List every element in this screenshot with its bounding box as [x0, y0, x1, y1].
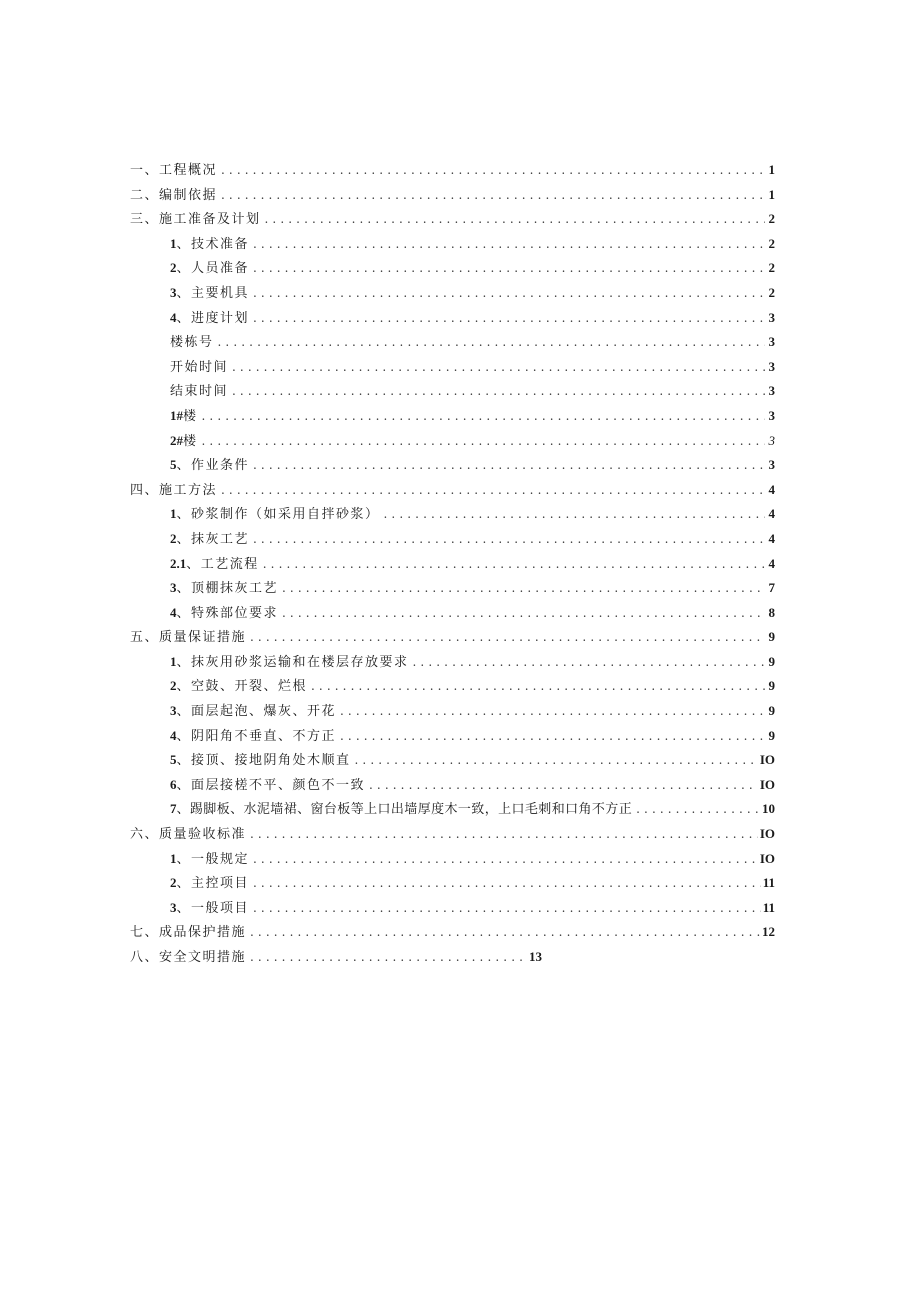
toc-label: 二、编制依据: [130, 187, 218, 203]
toc-page: 8: [768, 604, 775, 620]
toc-number: 1: [170, 850, 177, 866]
toc-label: 、阴阳角不垂直、不方正: [176, 728, 337, 744]
toc-entry-5-3[interactable]: [130, 699, 775, 724]
toc-number: 1#: [170, 407, 183, 423]
toc-entry-building-2[interactable]: [130, 429, 775, 454]
toc-number: 2: [170, 875, 177, 891]
toc-label: 、砂浆制作（如采用自拌砂浆）: [176, 507, 380, 523]
toc-leader: [282, 601, 765, 626]
toc-number: 2: [170, 260, 177, 276]
toc-label: 、工艺流程: [186, 556, 259, 572]
toc-leader: [221, 183, 765, 208]
toc-entry-3-4[interactable]: [130, 306, 775, 331]
toc-label: 、踢脚板、水泥墙裙、窗台板等上口出墙厚度木一致，上口毛刺和口角不方正: [176, 802, 633, 818]
toc-entry-section-3[interactable]: [130, 207, 775, 232]
toc-leader: [340, 699, 765, 724]
toc-leader: [253, 871, 761, 896]
toc-page: 1: [768, 162, 775, 177]
toc-leader: [253, 281, 765, 306]
toc-entry-5-1[interactable]: [130, 650, 775, 675]
toc-number: 1: [170, 653, 177, 669]
toc-entry-4-3[interactable]: [130, 576, 775, 601]
toc-number: 4: [170, 727, 177, 743]
toc-page: 4: [768, 506, 775, 522]
toc-label: 结束时间: [170, 384, 229, 400]
toc-label: 、抹灰工艺: [176, 531, 250, 547]
toc-entry-section-2[interactable]: [130, 183, 775, 208]
toc-label: 四、施工方法: [130, 482, 218, 498]
toc-page: 13: [529, 949, 542, 964]
toc-leader: [253, 527, 765, 552]
toc-label: 、特殊部位要求: [176, 605, 279, 621]
toc-page: IO: [759, 752, 775, 768]
toc-label: 一、工程概况: [130, 163, 218, 178]
toc-entry-3-3[interactable]: [130, 281, 775, 306]
toc-label: 、空鼓、开裂、烂根: [176, 679, 308, 695]
toc-entry-5-4[interactable]: [130, 724, 775, 749]
toc-page: 9: [768, 678, 775, 694]
toc-page: 4: [768, 481, 775, 497]
toc-entry-5-5[interactable]: [130, 748, 775, 773]
toc-leader: [413, 650, 765, 675]
toc-leader: [253, 256, 765, 281]
toc-leader: [250, 625, 765, 650]
toc-page: 12: [762, 924, 775, 940]
toc-label: 、顶棚抹灰工艺: [176, 581, 279, 597]
toc-leader: [221, 478, 765, 503]
toc-entry-4-4[interactable]: [130, 601, 775, 626]
toc-entry-3-1[interactable]: [130, 232, 775, 257]
toc-entry-4-2[interactable]: [130, 527, 775, 552]
toc-leader: [253, 896, 761, 921]
toc-leader: [282, 576, 765, 601]
toc-label: 六、质量验收标准: [130, 827, 247, 843]
toc-entry-4-1[interactable]: [130, 502, 775, 527]
toc-page: 9: [768, 727, 775, 743]
toc-label: 三、施工准备及计划: [130, 212, 261, 228]
toc-leader: [232, 355, 765, 380]
toc-entry-section-8[interactable]: [130, 945, 775, 970]
toc-page: 4: [768, 555, 775, 571]
table-of-contents: [130, 158, 775, 970]
toc-leader: [384, 502, 765, 527]
toc-leader: [636, 797, 760, 822]
toc-page: 11: [762, 899, 775, 915]
toc-label: 开始时间: [170, 359, 229, 375]
toc-leader: [221, 158, 765, 183]
toc-leader: [250, 822, 758, 847]
toc-number: 2: [170, 678, 177, 694]
toc-label: 楼: [183, 408, 198, 424]
toc-leader: [250, 945, 527, 970]
toc-page: 3: [768, 432, 775, 448]
toc-entry-3-2[interactable]: [130, 256, 775, 281]
toc-page: 3: [768, 407, 775, 423]
toc-leader: [340, 724, 765, 749]
toc-label: 、一般项目: [176, 900, 250, 916]
toc-label: 五、质量保证措施: [130, 630, 247, 646]
toc-page: 3: [768, 383, 775, 399]
toc-label: 、面层起泡、爆灰、开花: [176, 704, 337, 720]
toc-page: IO: [759, 826, 775, 842]
toc-entry-6-3[interactable]: [130, 896, 775, 921]
toc-page: 9: [768, 629, 775, 645]
toc-page: 3: [768, 358, 775, 374]
toc-entry-section-1[interactable]: [130, 158, 775, 183]
toc-page: 2: [768, 211, 775, 227]
toc-label: 、技术准备: [176, 236, 250, 252]
toc-number: 4: [170, 309, 177, 325]
toc-number: 2.1: [170, 555, 187, 571]
toc-entry-section-7[interactable]: [130, 920, 775, 945]
toc-page: 3: [768, 309, 775, 325]
toc-leader: [253, 306, 765, 331]
toc-page: 2: [768, 284, 775, 300]
toc-leader: [202, 429, 765, 454]
toc-label: 、抹灰用砂浆运输和在楼层存放要求: [176, 654, 409, 670]
toc-leader: [311, 674, 765, 699]
toc-number: 3: [170, 703, 177, 719]
toc-label: 、面层接槎不平、颜色不一致: [176, 777, 366, 793]
toc-entry-building-no[interactable]: [130, 330, 775, 355]
toc-entry-building-1[interactable]: [130, 404, 775, 429]
toc-number: 6: [170, 776, 177, 792]
toc-entry-4-2-1[interactable]: [130, 552, 775, 577]
toc-page: 10: [762, 801, 775, 817]
toc-label: 、进度计划: [176, 310, 250, 326]
toc-number: 1: [170, 235, 177, 251]
toc-label: 、一般规定: [176, 851, 250, 867]
toc-number: 5: [170, 752, 177, 768]
toc-page: 9: [768, 703, 775, 719]
toc-label: 、主控项目: [176, 876, 250, 892]
toc-entry-6-1[interactable]: [130, 847, 775, 872]
toc-entry-section-5[interactable]: [130, 625, 775, 650]
toc-page: IO: [759, 850, 775, 866]
toc-leader: [355, 748, 758, 773]
toc-page: IO: [759, 776, 775, 792]
toc-page: 2: [768, 260, 775, 276]
toc-number: 2: [170, 530, 177, 546]
toc-leader: [253, 847, 758, 872]
toc-leader: [202, 404, 765, 429]
toc-label: 楼: [183, 433, 198, 449]
toc-leader: [253, 232, 765, 257]
toc-label: 、接顶、接地阴角处木顺直: [176, 753, 351, 769]
toc-number: 2#: [170, 432, 183, 448]
toc-page: 7: [768, 580, 775, 596]
toc-entry-3-5[interactable]: [130, 453, 775, 478]
toc-page: 2: [768, 235, 775, 251]
toc-page: 3: [768, 457, 775, 473]
toc-number: 7: [170, 801, 177, 817]
toc-label: 八、安全文明措施: [130, 950, 247, 965]
toc-label: 、主要机具: [176, 285, 250, 301]
toc-entry-6-2[interactable]: [130, 871, 775, 896]
toc-label: 、人员准备: [176, 261, 250, 277]
toc-entry-start-time[interactable]: [130, 355, 775, 380]
toc-entry-5-2[interactable]: [130, 674, 775, 699]
toc-number: 1: [170, 506, 177, 522]
toc-entry-5-6[interactable]: [130, 773, 775, 798]
toc-page: 9: [768, 653, 775, 669]
toc-entry-section-4[interactable]: [130, 478, 775, 503]
toc-page: 4: [768, 530, 775, 546]
toc-leader: [369, 773, 758, 798]
toc-page: 11: [762, 875, 775, 891]
toc-number: 5: [170, 457, 177, 473]
toc-label: 七、成品保护措施: [130, 925, 247, 941]
toc-entry-5-7[interactable]: [130, 797, 775, 822]
toc-leader: [265, 207, 765, 232]
toc-page: 1: [768, 186, 775, 202]
toc-leader: [218, 330, 765, 355]
toc-number: 3: [170, 284, 177, 300]
toc-label: 、作业条件: [176, 458, 250, 474]
toc-page: 3: [768, 334, 775, 350]
toc-leader: [232, 379, 765, 404]
toc-leader: [253, 453, 765, 478]
toc-number: 3: [170, 580, 177, 596]
toc-label: 楼栋号: [170, 335, 214, 351]
toc-entry-section-6[interactable]: [130, 822, 775, 847]
toc-leader: [250, 920, 760, 945]
toc-number: 3: [170, 899, 177, 915]
toc-number: 4: [170, 604, 177, 620]
toc-entry-end-time[interactable]: [130, 379, 775, 404]
toc-leader: [263, 552, 765, 577]
